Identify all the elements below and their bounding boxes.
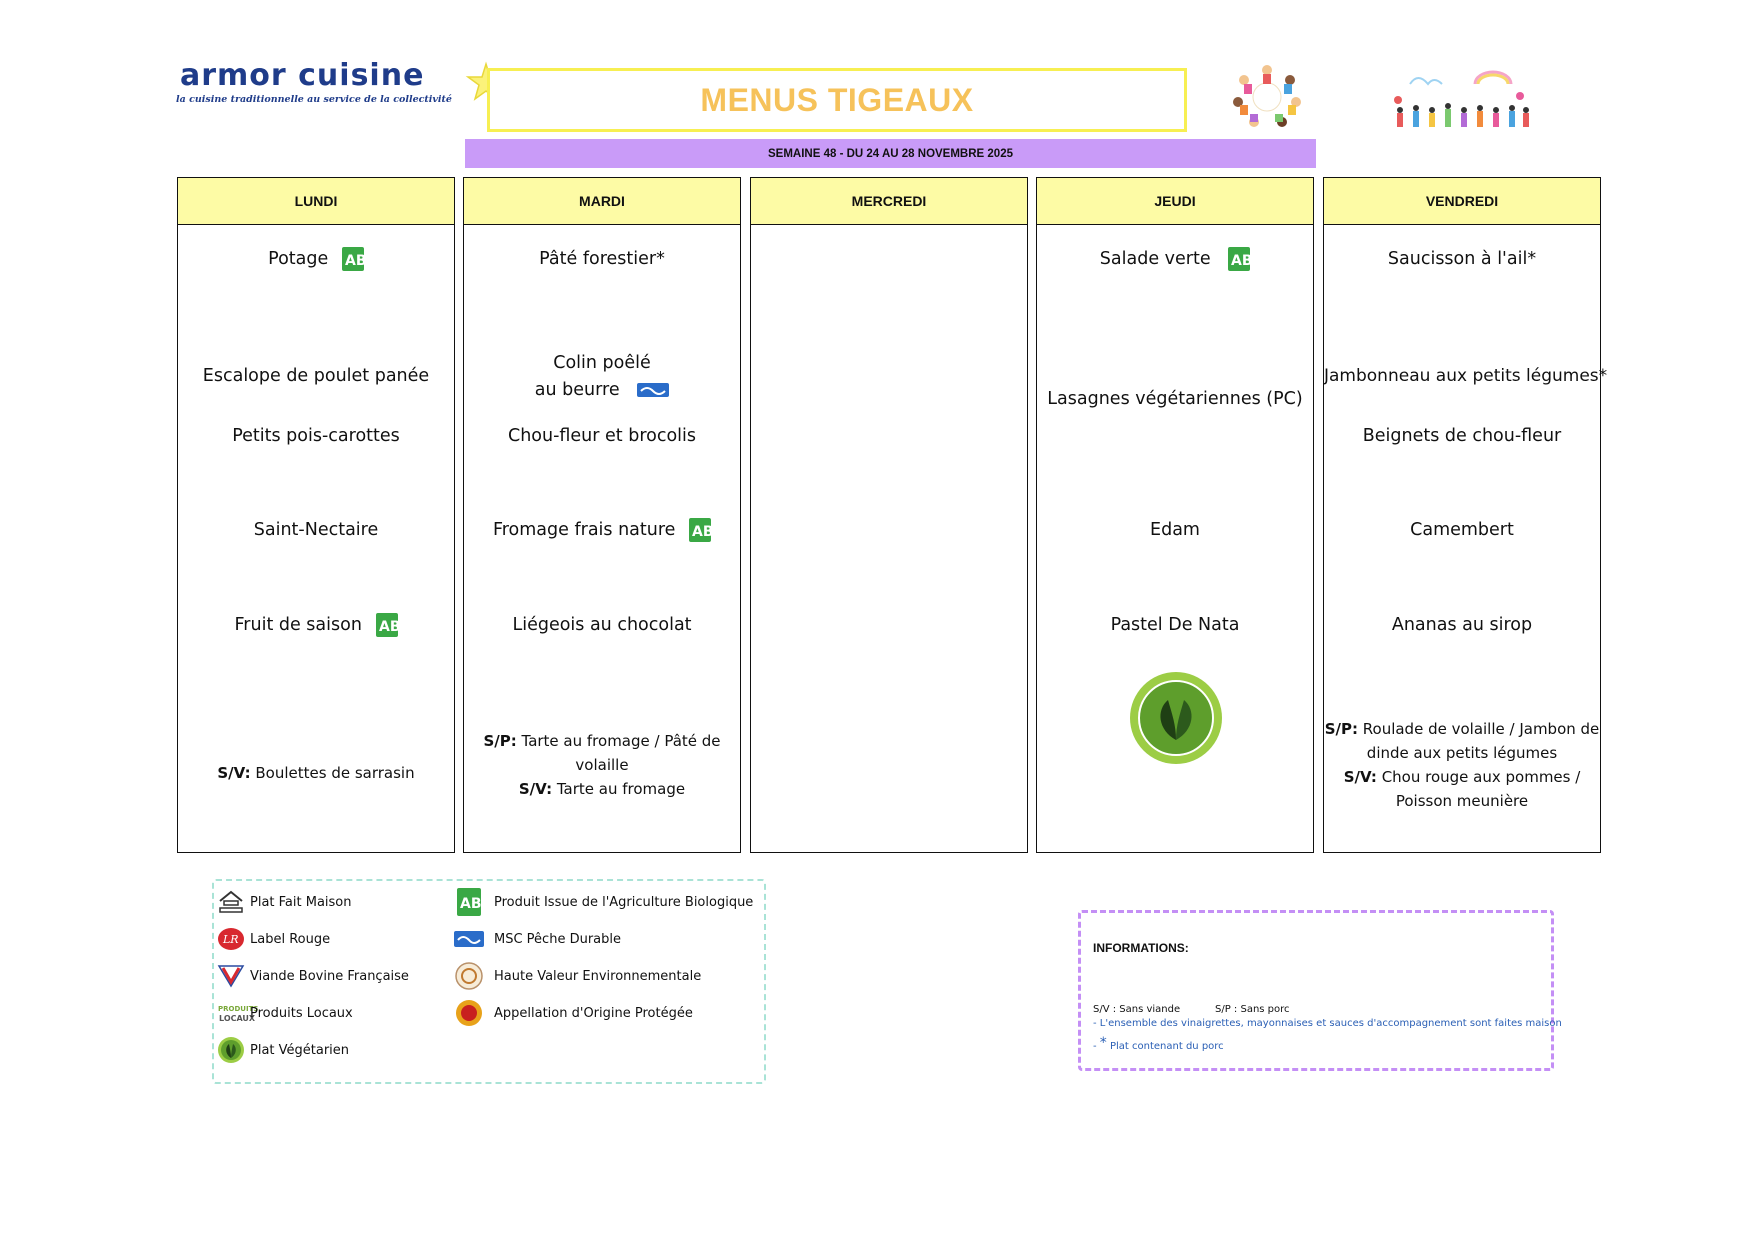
day-header: JEUDI	[1037, 178, 1313, 225]
day-header: MERCREDI	[751, 178, 1027, 225]
hve-icon	[455, 962, 483, 990]
legend-box	[212, 879, 766, 1084]
legend-item: LR Label Rouge	[216, 924, 330, 954]
menu-cheese: Fromage frais nature AB	[492, 520, 714, 540]
day-header: VENDREDI	[1324, 178, 1600, 225]
menu-side: Chou-fleur et brocolis	[507, 426, 697, 446]
menu-starter: Potage AB	[268, 249, 367, 269]
legend-item: Appellation d'Origine Protégée	[454, 998, 693, 1028]
substitution-sv-cont: Poisson meunière	[1395, 792, 1529, 810]
substitution-sp: S/P: Tarte au fromage / Pâté de	[483, 732, 721, 750]
menu-starter: Saucisson à l'ail*	[1387, 249, 1537, 269]
svg-text:AB: AB	[344, 253, 367, 269]
legend-item: Haute Valeur Environnementale	[454, 961, 701, 991]
vegetarian-icon	[217, 1036, 245, 1064]
menu-main: Lasagnes végétariennes (PC)	[1047, 389, 1303, 409]
menu-cheese: Camembert	[1410, 520, 1514, 540]
svg-text:AB: AB	[1231, 253, 1253, 269]
ab-organic-icon	[376, 613, 401, 637]
menu-dessert: Pastel De Nata	[1110, 615, 1240, 635]
house-icon	[217, 888, 245, 916]
menu-dessert: Ananas au sirop	[1391, 615, 1533, 635]
menu-side: Beignets de chou-fleur	[1362, 426, 1562, 446]
svg-text:PRODUITS: PRODUITS	[218, 1005, 259, 1013]
info-pork-note: - * Plat contenant du porc	[1093, 1035, 1224, 1052]
substitution-sv: S/V: Boulettes de sarrasin	[217, 764, 415, 782]
substitution-sv: S/V: Chou rouge aux pommes /	[1343, 768, 1581, 786]
day-header: MARDI	[464, 178, 740, 225]
substitution-sv: S/V: Tarte au fromage	[518, 780, 686, 798]
info-box	[1078, 910, 1562, 1071]
day-header: LUNDI	[178, 178, 454, 225]
children-drawing-illustration	[1380, 70, 1536, 132]
ab-organic-icon	[1228, 247, 1253, 271]
ab-organic-icon	[342, 247, 367, 271]
info-sp: S/P : Sans porc	[1215, 1004, 1290, 1015]
local-products-icon	[217, 999, 259, 1027]
day-column-mercredi	[750, 177, 1028, 853]
svg-text:AB: AB	[692, 524, 714, 540]
aop-icon	[455, 999, 483, 1027]
legend-item: Viande Bovine Française	[216, 961, 409, 991]
menu-cheese: Saint-Nectaire	[253, 520, 379, 540]
legend-item: AB Produit Issue de l'Agriculture Biologique	[454, 887, 753, 917]
vegetarian-badge-icon	[1128, 670, 1224, 766]
label-rouge-icon	[217, 925, 245, 953]
msc-icon	[637, 383, 669, 397]
svg-text:AB: AB	[378, 619, 401, 635]
day-column-mardi	[463, 177, 741, 853]
msc-icon	[454, 931, 484, 947]
children-circle-illustration	[1228, 62, 1306, 132]
svg-text:LOCAUX: LOCAUX	[219, 1014, 256, 1023]
info-homemade-note: - L'ensemble des vinaigrettes, mayonnaises et sauces d'accompagnement sont faites maison	[1093, 1018, 1562, 1029]
title-box	[487, 68, 1187, 132]
substitution-sp-cont: volaille	[575, 756, 629, 774]
day-column-jeudi	[1036, 177, 1314, 853]
substitution-sp: S/P: Roulade de volaille / Jambon de	[1324, 720, 1600, 738]
vbf-icon	[217, 962, 245, 990]
week-banner: SEMAINE 48 - DU 24 AU 28 NOVEMBRE 2025	[465, 139, 1316, 168]
day-column-vendredi	[1323, 177, 1608, 853]
menu-main: Escalope de poulet panée	[202, 366, 430, 386]
day-column-lundi	[177, 177, 455, 853]
legend-item: Plat Végétarien	[216, 1035, 349, 1065]
ab-organic-icon	[689, 518, 714, 542]
info-sv: S/V : Sans viande	[1093, 1004, 1181, 1015]
menu-starter: Pâté forestier*	[539, 249, 665, 269]
menu-starter: Salade verte AB	[1099, 249, 1253, 269]
menu-main-line1: Colin poêlé	[553, 353, 651, 373]
menu-cheese: Edam	[1150, 520, 1200, 540]
legend-item: PRODUITS LOCAUX Produits Locaux	[216, 998, 353, 1028]
svg-text:AB: AB	[460, 896, 482, 912]
menu-dessert: Liégeois au chocolat	[512, 615, 692, 635]
menu-main-line2: au beurre	[464, 376, 740, 404]
ab-organic-icon	[457, 888, 481, 916]
page-title: MENUS TIGEAUX	[700, 81, 974, 118]
svg-text:LR: LR	[223, 933, 239, 946]
info-title: INFORMATIONS:	[1093, 941, 1189, 955]
menu-main: Jambonneau aux petits légumes*	[1324, 366, 1608, 386]
brand-logo: armor cuisine	[180, 58, 425, 93]
legend-item: MSC Pêche Durable	[454, 924, 621, 954]
substitution-sp-cont: dinde aux petits légumes	[1366, 744, 1558, 762]
legend-item: Plat Fait Maison	[216, 887, 352, 917]
menu-dessert: Fruit de saison AB	[234, 615, 401, 635]
menu-side: Petits pois-carottes	[232, 426, 400, 446]
brand-tagline: la cuisine traditionnelle au service de la collectivité	[176, 94, 452, 105]
